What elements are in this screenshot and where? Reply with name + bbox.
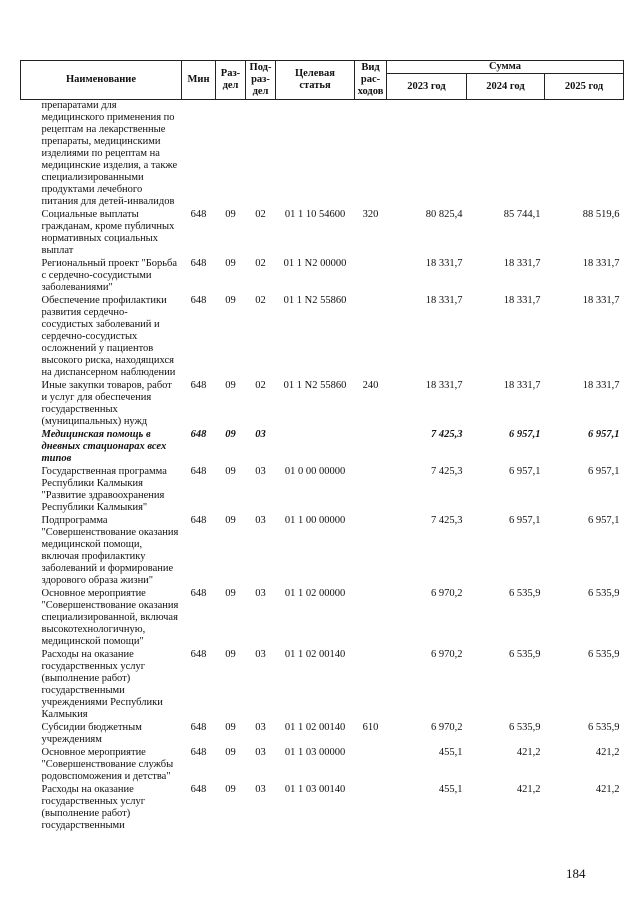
row-name: Региональный проект "Борьба с сердечно-сосудистыми заболеваниями" (41, 258, 178, 293)
row-sum-2025: 18 331,7 (582, 380, 620, 391)
table-row (21, 295, 624, 380)
row-sum-2025: 421,2 (595, 747, 620, 758)
row-min: 648 (190, 466, 207, 477)
row-sum-2023: 6 970,2 (431, 722, 463, 733)
row-vid-rashodov (355, 429, 387, 466)
row-name: Основное мероприятие "Совершенствование оказания специализированной, включая высокотехнологичную, медицинской помощи" (41, 588, 179, 647)
table-row (21, 209, 624, 258)
table-row (21, 784, 624, 833)
header-razdel: Раз- дел (216, 61, 246, 100)
row-razdel: 09 (225, 258, 236, 269)
row-celevaya-statya: 01 0 00 00000 (284, 466, 346, 477)
row-sum-2024: 18 331,7 (503, 380, 541, 391)
row-sum-2025: 421,2 (595, 784, 620, 795)
row-razdel: 09 (225, 722, 236, 733)
row-min: 648 (190, 747, 207, 758)
row-sum-2024: 85 744,1 (503, 209, 541, 220)
row-podrazdel: 03 (255, 466, 266, 477)
row-razdel (216, 100, 246, 210)
row-sum-2024 (467, 100, 545, 210)
row-sum-2025: 6 957,1 (588, 466, 620, 477)
row-vid-rashodov (355, 588, 387, 649)
row-vid-rashodov (355, 258, 387, 295)
row-name: Государственная программа Республики Калмыкия "Развитие здравоохранения Республики Калмыкия" (41, 466, 167, 513)
budget-table-container (20, 60, 623, 833)
header-min: Мин (182, 61, 216, 100)
header-vid-rashodov: Вид рас- ходов (355, 61, 387, 100)
table-row (21, 649, 624, 722)
row-sum-2023: 18 331,7 (425, 380, 463, 391)
row-sum-2025: 6 957,1 (588, 429, 620, 440)
row-sum-2024: 6 535,9 (509, 588, 541, 599)
row-celevaya-statya: 01 1 02 00140 (284, 722, 346, 733)
row-celevaya-statya: 01 1 02 00140 (284, 649, 346, 660)
row-min: 648 (190, 784, 207, 795)
row-vid-rashodov (355, 466, 387, 515)
row-sum-2023: 455,1 (438, 747, 463, 758)
row-podrazdel: 03 (255, 588, 266, 599)
table-row (21, 588, 624, 649)
row-min: 648 (190, 295, 207, 306)
row-name: препаратами для медицинского применения по рецептам на лекарственные препараты, медицинскими изделиями по рецептам на медицинские изделия, а также специализированными продуктами лечебного питания для детей-инвалидов (41, 100, 178, 207)
table-row (21, 747, 624, 784)
row-sum-2025: 18 331,7 (582, 295, 620, 306)
row-name: Основное мероприятие "Совершенствование службы родовспоможения и детства" (41, 747, 174, 782)
row-razdel: 09 (225, 466, 236, 477)
row-vid-rashodov: 610 (362, 722, 379, 733)
row-razdel: 09 (225, 295, 236, 306)
row-name: Медицинская помощь в дневных стационарах всех типов (41, 429, 167, 464)
budget-table (20, 60, 624, 833)
row-sum-2025: 6 535,9 (588, 588, 620, 599)
row-sum-2024: 6 535,9 (509, 649, 541, 660)
row-sum-2024: 6 957,1 (509, 515, 541, 526)
row-name: Расходы на оказание государственных услуг (выполнение работ) государственными учреждениями Республики Калмыкия (41, 649, 163, 720)
row-min: 648 (190, 722, 207, 733)
row-min: 648 (190, 258, 207, 269)
row-name: Обеспечение профилактики развития сердечно-сосудистых заболеваний и сердечно-сосудистых осложнений у пациентов высокого риска, находящихся на диспансерном наблюдении (41, 295, 176, 378)
row-sum-2024: 421,2 (516, 747, 541, 758)
table-row (21, 100, 624, 210)
row-sum-2023: 7 425,3 (431, 515, 463, 526)
row-vid-rashodov (355, 295, 387, 380)
row-vid-rashodov (355, 515, 387, 588)
row-sum-2025: 88 519,6 (582, 209, 620, 220)
row-name: Подпрограмма "Совершенствование оказания медицинской помощи, включая профилактику заболеваний и формирование здорового образа жизни" (41, 515, 179, 586)
row-sum-2024: 421,2 (516, 784, 541, 795)
row-razdel: 09 (225, 209, 236, 220)
row-sum-2025: 6 535,9 (588, 722, 620, 733)
row-sum-2023: 6 970,2 (431, 588, 463, 599)
row-sum-2023: 7 425,3 (431, 466, 463, 477)
row-sum-2023: 80 825,4 (425, 209, 463, 220)
row-sum-2025: 6 535,9 (588, 649, 620, 660)
row-razdel: 09 (225, 649, 236, 660)
row-razdel: 09 (225, 429, 236, 440)
row-podrazdel: 03 (255, 747, 266, 758)
row-sum-2023: 455,1 (438, 784, 463, 795)
row-sum-2025 (545, 100, 624, 210)
row-razdel: 09 (225, 784, 236, 795)
row-celevaya-statya: 01 1 N2 55860 (283, 295, 347, 306)
row-vid-rashodov (355, 100, 387, 210)
row-name: Расходы на оказание государственных услуг (выполнение работ) государственными (41, 784, 146, 831)
table-row (21, 258, 624, 295)
row-podrazdel: 03 (255, 722, 266, 733)
row-celevaya-statya: 01 1 00 00000 (284, 515, 346, 526)
row-podrazdel (246, 100, 276, 210)
row-podrazdel: 02 (255, 209, 266, 220)
row-min: 648 (190, 429, 207, 440)
row-celevaya-statya: 01 1 N2 55860 (283, 380, 347, 391)
row-celevaya-statya: 01 1 N2 00000 (283, 258, 347, 269)
row-name: Субсидии бюджетным учреждениям (41, 722, 142, 745)
header-name: Наименование (21, 61, 182, 100)
row-vid-rashodov (355, 747, 387, 784)
row-vid-rashodov: 320 (362, 209, 379, 220)
row-sum-2023: 7 425,3 (431, 429, 463, 440)
row-podrazdel: 03 (255, 649, 266, 660)
row-celevaya-statya: 01 1 03 00000 (284, 747, 346, 758)
row-min (182, 100, 216, 210)
header-year-2024: 2024 год (467, 74, 545, 100)
row-sum-2024: 18 331,7 (503, 295, 541, 306)
row-sum-2023 (387, 100, 467, 210)
row-razdel: 09 (225, 515, 236, 526)
row-celevaya-statya: 01 1 10 54600 (284, 209, 346, 220)
header-year-2023: 2023 год (387, 74, 467, 100)
row-celevaya-statya (276, 429, 355, 466)
row-celevaya-statya (276, 100, 355, 210)
row-sum-2024: 6 957,1 (509, 466, 541, 477)
row-sum-2024: 6 535,9 (509, 722, 541, 733)
row-podrazdel: 02 (255, 380, 266, 391)
row-vid-rashodov (355, 784, 387, 833)
row-podrazdel: 03 (255, 429, 266, 440)
page-number: 184 (566, 866, 586, 881)
row-min: 648 (190, 649, 207, 660)
header-year-2025: 2025 год (545, 74, 624, 100)
row-sum-2024: 18 331,7 (503, 258, 541, 269)
row-razdel: 09 (225, 588, 236, 599)
row-min: 648 (190, 380, 207, 391)
table-row (21, 466, 624, 515)
row-min: 648 (190, 209, 207, 220)
header-celevaya-statya: Целевая статья (276, 61, 355, 100)
row-name: Иные закупки товаров, работ и услуг для обеспечения государственных (муниципальных) нужд (41, 380, 172, 427)
row-podrazdel: 03 (255, 784, 266, 795)
row-vid-rashodov: 240 (362, 380, 379, 391)
table-row (21, 429, 624, 466)
row-min: 648 (190, 515, 207, 526)
row-podrazdel: 03 (255, 515, 266, 526)
row-celevaya-statya: 01 1 02 00000 (284, 588, 346, 599)
row-podrazdel: 02 (255, 258, 266, 269)
table-row (21, 515, 624, 588)
row-podrazdel: 02 (255, 295, 266, 306)
header-summa: Сумма (387, 61, 624, 74)
row-sum-2023: 6 970,2 (431, 649, 463, 660)
row-sum-2023: 18 331,7 (425, 295, 463, 306)
table-body (21, 100, 624, 834)
row-min: 648 (190, 588, 207, 599)
row-sum-2025: 6 957,1 (588, 515, 620, 526)
row-razdel: 09 (225, 380, 236, 391)
row-name: Социальные выплаты гражданам, кроме публичных нормативных социальных выплат (41, 209, 175, 256)
table-header (21, 61, 624, 100)
table-row (21, 380, 624, 429)
header-podrazdel: Под- раз- дел (246, 61, 276, 100)
row-celevaya-statya: 01 1 03 00140 (284, 784, 346, 795)
row-vid-rashodov (355, 649, 387, 722)
row-sum-2024: 6 957,1 (509, 429, 541, 440)
row-razdel: 09 (225, 747, 236, 758)
row-sum-2023: 18 331,7 (425, 258, 463, 269)
row-sum-2025: 18 331,7 (582, 258, 620, 269)
table-row (21, 722, 624, 747)
